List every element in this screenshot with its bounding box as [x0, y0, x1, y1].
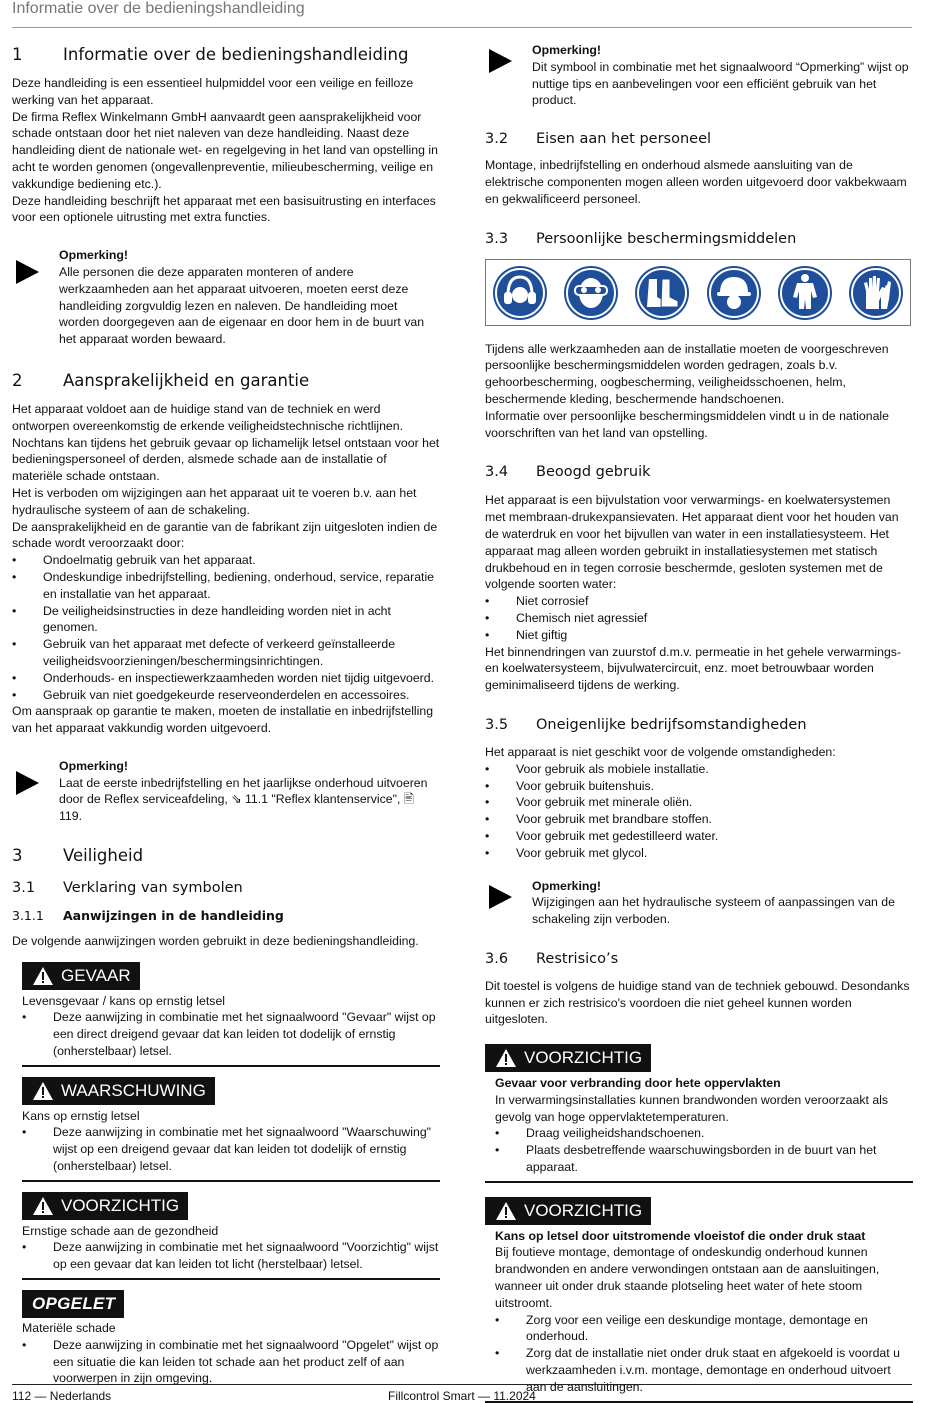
list-item: • Deze aanwijzing in combinatie met het signaalwoord "Gevaar" wijst op een direct dreigend gevaar dat kan leiden tot dodelijk of ernstig (onherstelbaar) letsel.: [22, 1010, 436, 1059]
right-column: [485, 42, 913, 1403]
list-item: • Onderhouds- en inspectiewerkzaamheden worden niet tijdig uitgevoerd.: [12, 670, 435, 685]
caution-box-pressurized-fluid: [485, 1197, 913, 1403]
list-item: • Ondoelmatig gebruik van het apparaat.: [12, 553, 256, 568]
list-item: • Voor gebruik met gedestilleerd water.: [485, 828, 719, 843]
note-text[interactable]: Laat de eerste inbedrijfstelling en het jaarlijkse onderhoud uitvoeren door de Reflex serviceafdeling, ⇘ 11.1 "Reflex klantenservice", 🖹 119.: [59, 775, 428, 824]
note-text: Wijzigingen aan het hydraulische systeem of aanpassingen van de schakeling zijn verboden.: [532, 895, 895, 927]
section-3-5-heading: [485, 715, 913, 735]
sign-waarschuwing: [22, 1077, 440, 1182]
footer-product-date: Fillcontrol Smart — 11.2024: [388, 1389, 536, 1403]
sign-gevaar: [22, 962, 440, 1067]
list-item: • Chemisch niet agressief: [485, 610, 648, 625]
section-3-2-heading: [485, 129, 913, 149]
list-item: • Deze aanwijzing in combinatie met het signaalwoord "Voorzichtig" wijst op een gevaar dat kan leiden tot licht (herstelbaar) letsel.: [22, 1240, 439, 1272]
paragraph: Het apparaat is een bijvulstation voor verwarmings- en koelwatersystemen met membraan-drukexpansievaten. Het apparaat dient voor het houden van de waterdruk en voor het bijvullen van water in een installatiesysteem. Het apparaat mag alleen worden gebruikt in installatiesystemen met statisch drukbehoud en in tegen corrosie beschermde, gesloten systemen met de volgende soorten water:: [485, 493, 899, 592]
paragraph: Deze handleiding is een essentieel hulpmiddel voor een veilige en feilloze werking van het apparaat.: [12, 76, 414, 107]
note-box: [12, 758, 440, 825]
list-item: • De veiligheidsinstructies in deze handleiding worden niet in acht genomen.: [12, 603, 391, 635]
section-title: Oneigenlijke bedrijfsomstandigheden: [536, 716, 807, 733]
caution-text: Bij foutieve montage, demontage of ondeskundig onderhoud kunnen brandwonden en andere verwondingen ontstaan aan de aansluitingen, wanneer uit onder druk staande plotseling heet water of hete stoom uitstroomt.: [495, 1245, 880, 1310]
section-3-3-heading: [485, 229, 913, 249]
signal-badge: VOORZICHTIG: [485, 1197, 651, 1225]
list-item: • Gebruik van niet goedgekeurde reserveonderdelen en accessoires.: [12, 687, 410, 702]
section-3-6-heading: [485, 949, 913, 969]
caution-heading: Gevaar voor verbranding door hete oppervlakten: [495, 1076, 781, 1091]
section-number: 3.5: [485, 716, 509, 733]
note-text: Alle personen die deze apparaten monteren of andere werkzaamheden aan het apparaat uitvoeren, moeten eerst deze handleiding zorgvuldig lezen en naleven. De handleiding moet worden doorgegeven aan de eigenaar en door hem in de buurt van het apparaat worden bewaard.: [59, 264, 425, 347]
section-title: Eisen aan het personeel: [536, 131, 712, 148]
sign-divider: [22, 1278, 440, 1280]
bullet-list: [485, 593, 913, 643]
sign-subtitle: Kans op ernstig letsel: [22, 1108, 140, 1123]
paragraph: Het apparaat is niet geschikt voor de volgende omstandigheden:: [485, 744, 836, 759]
note-box: [485, 878, 913, 928]
section-number: 3.6: [485, 950, 509, 967]
list-item: • Plaats desbetreffende waarschuwingsborden in de buurt van het apparaat.: [495, 1143, 877, 1175]
signal-badge: VOORZICHTIG: [22, 1192, 188, 1220]
signal-badge: WAARSCHUWING: [22, 1077, 215, 1105]
sign-divider: [22, 1180, 440, 1182]
note-title: Opmerking!: [532, 43, 602, 57]
bullet-list: [485, 761, 913, 862]
note-box: [12, 247, 440, 348]
list-item: • Voor gebruik met minerale oliën.: [485, 795, 693, 810]
section-title: Informatie over de bedieningshandleiding: [63, 45, 409, 64]
section-title: Beoogd gebruik: [536, 464, 651, 481]
list-item: • Voor gebruik met glycol.: [485, 845, 648, 860]
section-3-4-heading: [485, 462, 913, 482]
header-divider: [12, 27, 912, 28]
list-item: • Deze aanwijzing in combinatie met het signaalwoord "Waarschuwing" wijst op een dreigend gevaar dat kan leiden tot dodelijk of ernstig (onherstelbaar) letsel.: [22, 1125, 432, 1174]
sign-divider: [22, 1065, 440, 1067]
left-column: [12, 42, 440, 1397]
paragraph: Om aanspraak op garantie te maken, moeten de installatie en inbedrijfstelling van het apparaat vakkundig worden uitgevoerd.: [12, 704, 434, 736]
note-box: [485, 42, 913, 109]
sign-voorzichtig: [22, 1192, 440, 1280]
section-title: Aansprakelijkheid en garantie: [63, 370, 310, 390]
list-item: • Draag veiligheidshandschoenen.: [495, 1126, 705, 1141]
section-1-heading: [12, 44, 440, 66]
list-item: • Voor gebruik als mobiele installatie.: [485, 761, 709, 776]
paragraph: De volgende aanwijzingen worden gebruikt in deze bedieningshandleiding.: [12, 934, 419, 949]
section-number: 2: [12, 370, 23, 390]
note-arrow-icon: [485, 878, 532, 928]
section-3-heading: [12, 845, 440, 867]
paragraph: Informatie over persoonlijke beschermingsmiddelen vindt u in de nationale voorschriften van het land van opstelling.: [485, 408, 889, 440]
paragraph: Dit toestel is volgens de huidige stand van de techniek gebouwd. Desondanks kunnen er zich restrisico's voordoen die niet geheel kunnen worden uitgesloten.: [485, 978, 910, 1027]
note-text: Dit symbool in combinatie met het signaalwoord “Opmerking” wijst op nuttige tips en aanbevelingen voor een efficiënt gebruik van het product.: [532, 59, 909, 108]
section-number: 1: [12, 45, 23, 64]
eye-protection-icon: [563, 265, 619, 321]
sign-subtitle: Levensgevaar / kans op ernstig letsel: [22, 993, 226, 1008]
sign-subtitle: Materiële schade: [22, 1321, 116, 1336]
paragraph: De firma Reflex Winkelmann GmbH aanvaardt geen aansprakelijkheid voor schade ontstaan door het niet naleven van deze handleiding. Naast deze handleiding dient de nationale wet- en regelgeving in het land van opstelling in acht te worden genomen (ongevallenpreventie, milieubescherming, veilige en vakkundige bediening etc.).: [12, 109, 438, 191]
ear-protection-icon: [492, 265, 548, 321]
section-2-heading: [12, 370, 440, 392]
helmet-icon: [706, 265, 762, 321]
signal-badge: OPGELET: [22, 1290, 124, 1318]
section-number: 3.3: [485, 230, 509, 247]
ppe-icon-strip: [485, 259, 911, 326]
section-title: Persoonlijke beschermingsmiddelen: [536, 230, 797, 247]
protective-clothing-icon: [777, 265, 833, 321]
section-3-1-1-heading: [12, 907, 440, 925]
section-number: 3.1.1: [12, 908, 44, 924]
sign-opgelet: [22, 1290, 440, 1387]
page-header-title: Informatie over de bedieningshandleiding: [12, 0, 305, 17]
signal-badge: GEVAAR: [22, 962, 140, 990]
caution-text: In verwarmingsinstallaties kunnen brandwonden worden veroorzaakt als gevolg van hoge oppervlaktetemperaturen.: [495, 1092, 889, 1124]
note-arrow-icon: [485, 42, 532, 109]
warning-triangle-icon: [495, 1201, 517, 1221]
list-item: • Niet corrosief: [485, 594, 589, 609]
paragraph: Tijdens alle werkzaamheden aan de installatie moeten de voorgeschreven persoonlijke beschermingsmiddelen worden gedragen, zoals b.v. gehoorbescherming, oogbescherming, veiligheidsschoenen, helm, beschermende kleding, beschermende handschoenen.: [485, 341, 889, 406]
bullet-list: [12, 552, 440, 703]
sign-divider: [485, 1401, 913, 1403]
list-item: • Voor gebruik buitenshuis.: [485, 778, 655, 793]
list-item: • Voor gebruik met brandbare stoffen.: [485, 812, 712, 827]
list-item: • Niet giftig: [485, 627, 568, 642]
section-title: Restrisico’s: [536, 950, 619, 967]
list-item: • Zorg dat de installatie niet onder druk staat en afgekoeld is voordat u werkzaamheden i.v.m. montage, demontage en onderhoud uitvoert aan de aansluitingen.: [495, 1346, 900, 1394]
section-number: 3.2: [485, 131, 509, 148]
section-number: 3: [12, 846, 23, 866]
section-title: Verklaring van symbolen: [63, 880, 243, 897]
section-title: Aanwijzingen in de handleiding: [63, 908, 284, 924]
list-item: • Ondeskundige inbedrijfstelling, bediening, onderhoud, service, reparatie en installatie van het apparaat.: [12, 569, 435, 601]
gloves-icon: [848, 265, 904, 321]
note-title: Opmerking!: [59, 758, 129, 773]
warning-triangle-icon: [32, 966, 54, 986]
section-3-1-heading: [12, 878, 440, 898]
sign-divider: [485, 1181, 913, 1183]
section-number: 3.1: [12, 880, 36, 897]
sign-subtitle: Ernstige schade aan de gezondheid: [22, 1223, 219, 1238]
section-number: 3.4: [485, 464, 509, 481]
note-arrow-icon: [12, 758, 59, 825]
note-title: Opmerking!: [532, 878, 602, 893]
paragraph: Het apparaat voldoet aan de huidige stand van de techniek en werd ontworpen overeenkomstig de erkende veiligheidstechnische richtlijnen. Nochtans kan tijdens het gebruik gevaar op lichamelijk letsel ontstaan voor het bedieningspersoneel of derden, alsmede schade aan de installatie of materiële schade ontstaan.: [12, 401, 440, 484]
signal-badge: VOORZICHTIG: [485, 1044, 651, 1072]
warning-triangle-icon: [32, 1196, 54, 1216]
warning-triangle-icon: [32, 1081, 54, 1101]
warning-triangle-icon: [495, 1048, 517, 1068]
caution-box-hot-surfaces: [485, 1044, 913, 1183]
footer-page-language: 112 — Nederlands: [12, 1389, 112, 1403]
note-title: Opmerking!: [59, 248, 129, 263]
caution-heading: Kans op letsel door uitstromende vloeistof die onder druk staat: [495, 1228, 866, 1243]
paragraph: De aansprakelijkheid en de garantie van de fabrikant zijn uitgesloten indien de schade wordt veroorzaakt door:: [12, 519, 438, 551]
paragraph: Deze handleiding beschrijft het apparaat met een basisuitrusting en interfaces voor een optionele uitrusting met extra functies.: [12, 193, 436, 225]
section-title: Veiligheid: [63, 846, 144, 866]
safety-shoes-icon: [634, 265, 690, 321]
paragraph: Het is verboden om wijzigingen aan het apparaat uit te voeren b.v. aan het hydraulische systeem of aan de schakeling.: [12, 485, 417, 517]
list-item: • Gebruik van het apparaat met defecte of verkeerd geïnstalleerde veiligheidsvoorzieningen/beschermingsinrichtingen.: [12, 637, 396, 668]
paragraph: Het binnendringen van zuurstof d.m.v. permeatie in het gehele verwarmings- en koelwatersysteem, bijvulwatercircuit, enz. moet betrouwbaar worden geminimaliseerd tijdens de werking.: [485, 644, 902, 693]
footer-divider: [12, 1384, 912, 1385]
note-arrow-icon: [12, 247, 59, 348]
paragraph: Montage, inbedrijfstelling en onderhoud alsmede aansluiting van de elektrische componenten mogen alleen worden uitgevoerd door vakbekwaam en gekwalificeerd personeel.: [485, 158, 907, 206]
list-item: • Zorg voor een veilige een deskundige montage, demontage en onderhoud.: [495, 1312, 868, 1344]
list-item: • Deze aanwijzing in combinatie met het signaalwoord "Opgelet" wijst op een situatie die kan leiden tot schade aan het product zelf of aan voorwerpen in zijn omgeving.: [22, 1337, 439, 1386]
